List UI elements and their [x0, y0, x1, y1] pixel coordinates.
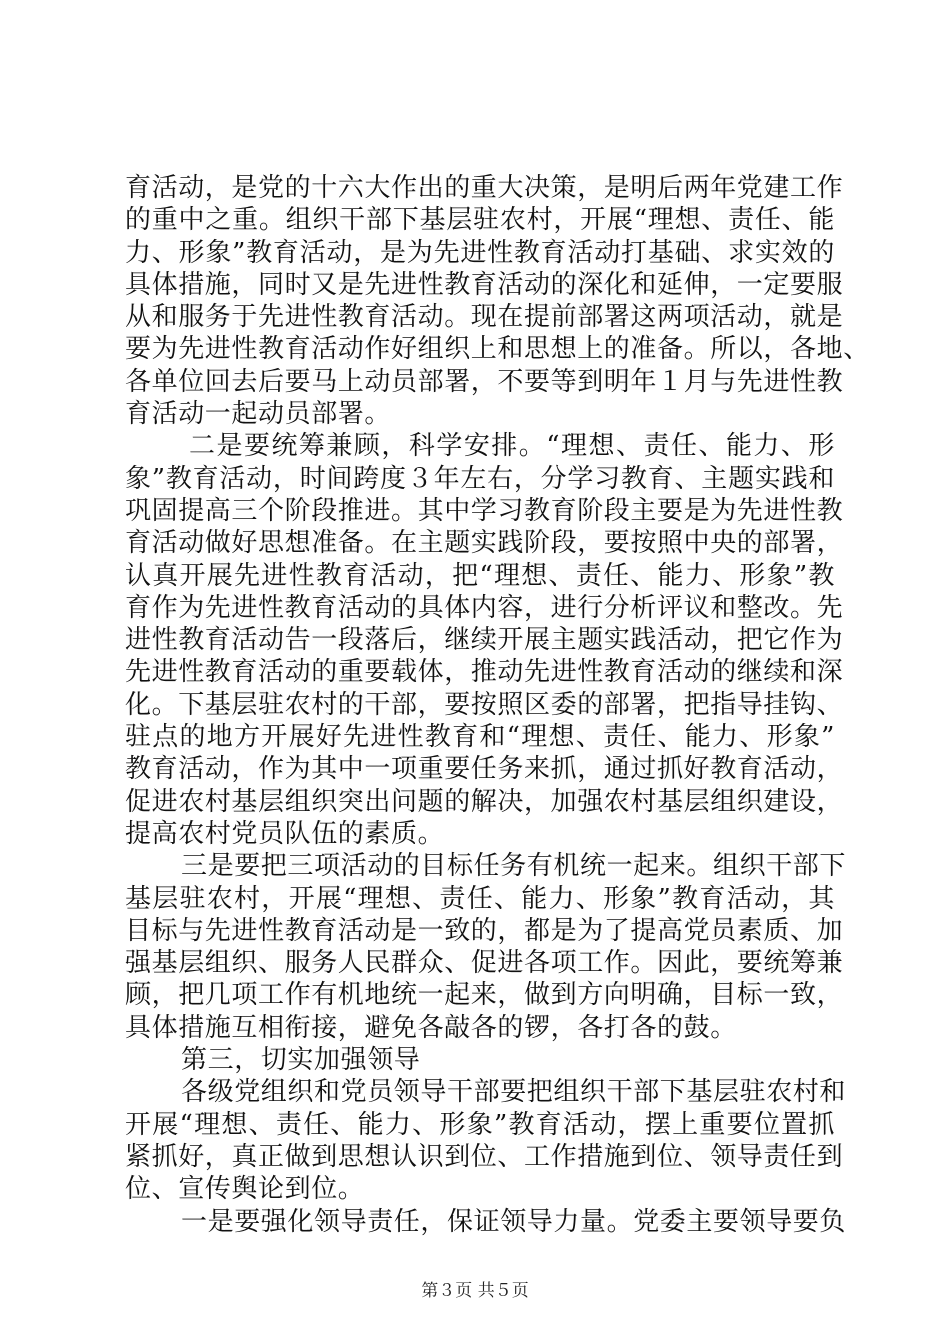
text-line: 进性教育活动告一段落后，继续开展主题实践活动，把它作为 — [125, 625, 844, 656]
text-line: 先进性教育活动的重要载体，推动先进性教育活动的继续和深 — [125, 657, 844, 688]
text-line: 基层驻农村，开展“理想、责任、能力、形象”教育活动，其 — [125, 883, 835, 914]
text-line: 二是要统筹兼顾，科学安排。“理想、责任、能力、形 — [189, 431, 835, 462]
text-line: 驻点的地方开展好先进性教育和“理想、责任、能力、形象” — [125, 722, 835, 753]
text-line: 促进农村基层组织突出问题的解决，加强农村基层组织建设， — [125, 786, 844, 817]
text-line: 提高农村党员队伍的素质。 — [125, 818, 445, 849]
text-line: 一是要强化领导责任，保证领导力量。党委主要领导要负 — [181, 1206, 847, 1237]
text-line: 从和服务于先进性教育活动。现在提前部署这两项活动，就是 — [125, 302, 844, 333]
paragraph — [125, 850, 847, 1044]
document-body — [125, 172, 870, 1238]
paragraph — [125, 1076, 847, 1205]
text-line: 目标与先进性教育活动是一致的，都是为了提高党员素质、加 — [125, 915, 844, 946]
text-line: 各单位回去后要马上动员部署，不要等到明年１月与先进性教 — [125, 366, 844, 397]
text-line: 化。下基层驻农村的干部，要按照区委的部署，把指导挂钩、 — [125, 689, 844, 720]
text-line: 的重中之重。组织干部下基层驻农村，开展“理想、责任、能 — [125, 205, 835, 236]
text-line: 三是要把三项活动的目标任务有机统一起来。组织干部下 — [181, 851, 847, 882]
text-line: 育活动，是党的十六大作出的重大决策，是明后两年党建工作 — [125, 173, 844, 203]
text-line: 育活动做好思想准备。在主题实践阶段，要按照中央的部署， — [125, 528, 844, 559]
text-line: 具体措施互相衔接，避免各敲各的锣，各打各的鼓。 — [125, 1012, 737, 1043]
paragraph — [125, 430, 844, 850]
text-line: 教育活动，作为其中一项重要任务来抓，通过抓好教育活动， — [125, 754, 844, 785]
text-line: 象”教育活动，时间跨度３年左右，分学习教育、主题实践和 — [125, 463, 835, 494]
text-line: 位、宣传舆论到位。 — [125, 1174, 365, 1205]
text-line: 各级党组织和党员领导干部要把组织干部下基层驻农村和 — [181, 1077, 847, 1108]
text-line: 认真开展先进性教育活动，把“理想、责任、能力、形象”教 — [125, 560, 835, 591]
paragraph — [125, 1044, 835, 1076]
text-line: 紧抓好，真正做到思想认识到位、工作措施到位、领导责任到 — [125, 1141, 844, 1172]
text-line: 育作为先进性教育活动的具体内容，进行分析评议和整改。先 — [125, 592, 844, 623]
paragraph — [125, 1206, 847, 1238]
text-line: 第三，切实加强领导 — [181, 1045, 421, 1076]
text-line: 要为先进性教育活动作好组织上和思想上的准备。所以，各地、 — [125, 334, 870, 365]
text-line: 开展“理想、责任、能力、形象”教育活动，摆上重要位置抓 — [125, 1109, 835, 1140]
paragraph — [125, 172, 870, 430]
text-line: 强基层组织、服务人民群众、促进各项工作。因此，要统筹兼 — [125, 948, 844, 979]
text-line: 具体措施，同时又是先进性教育活动的深化和延伸，一定要服 — [125, 269, 844, 300]
page-footer: 第３页 共５页 — [421, 1281, 529, 1301]
text-line: 力、形象”教育活动，是为先进性教育活动打基础、求实效的 — [125, 237, 835, 268]
text-line: 巩固提高三个阶段推进。其中学习教育阶段主要是为先进性教 — [125, 495, 844, 526]
text-line: 顾，把几项工作有机地统一起来，做到方向明确，目标一致， — [125, 980, 844, 1011]
text-line: 育活动一起动员部署。 — [125, 399, 392, 430]
